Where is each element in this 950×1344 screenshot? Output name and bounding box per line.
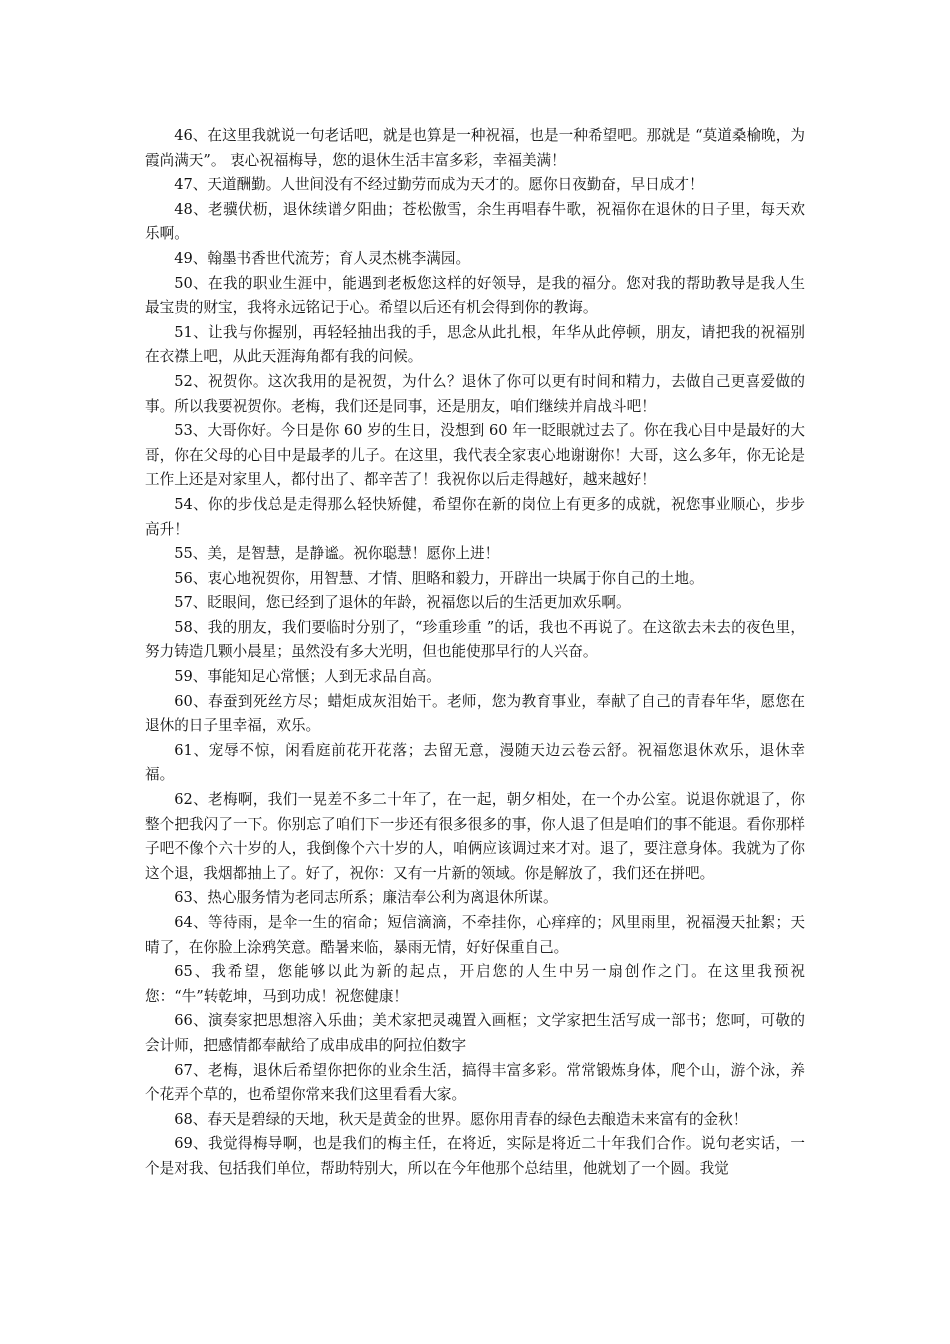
paragraph-62: 62、老梅啊，我们一晃差不多二十年了，在一起，朝夕相处，在一个办公室。说退你就退了，你整个把我闪了一下。你别忘了咱们下一步还有很多很多的事，你人退了但是咱们的事不能退。看你那样子吧不像个六十岁的人，我倒像个六十岁的人，咱俩应该调过来才对。退了，要注意身体。我就为了你这个退，我烟都抽上了。好了，祝你：又有一片新的领域。你是解放了，我们还在拼吧。 [145,791,805,882]
paragraph-50: 50、在我的职业生涯中，能遇到老板您这样的好领导，是我的福分。您对我的帮助教导是我人生最宝贵的财宝，我将永远铭记于心。希望以后还有机会得到你的教诲。 [145,274,805,317]
paragraph-58: 58、我的朋友，我们要临时分别了，“珍重珍重 ”的话，我也不再说了。在这欲去未去的夜色里，努力铸造几颗小晨星；虽然没有多大光明，但也能使那早行的人兴奋。 [145,618,805,661]
paragraph-56: 56、衷心地祝贺你，用智慧、才情、胆略和毅力，开辟出一块属于你自己的土地。 [174,569,704,587]
paragraph-68: 68、春天是碧绿的天地，秋天是黄金的世界。愿你用青春的绿色去酿造未来富有的金秋！ [174,1110,748,1128]
paragraph-53: 53、大哥你好。今日是你 60 岁的生日，没想到 60 年一眨眼就过去了。你在我心目中是最好的大哥，你在父母的心目中是最孝的儿子。在这里，我代表全家衷心地谢谢你！大哥，这么多年，你无论是工作上还是对家里人，都付出了、都辛苦了！我祝你以后走得越好，越来越好！ [145,422,805,489]
document-body [145,124,805,1182]
paragraph-49: 49、翰墨书香世代流芳；育人灵杰桃李满园。 [174,249,471,267]
paragraph-65: 65、我希望，您能够以此为新的起点，开启您的人生中另一扇创作之门。在这里我预祝您：“牛”转乾坤，马到功成！祝您健康！ [145,963,805,1005]
paragraph-66: 66、演奏家把思想溶入乐曲；美术家把灵魂置入画框；文学家把生活写成一部书；您呵，可敬的会计师，把感情都奉献给了成串成串的阿拉伯数字 [145,1012,805,1054]
paragraph-69: 69、我觉得梅导啊，也是我们的梅主任，在将近，实际是将近二十年我们合作。说句老实话，一个是对我、包括我们单位，帮助特别大，所以在今年他那个总结里，他就划了一个圆。我觉 [145,1135,805,1177]
paragraph-59: 59、事能知足心常惬；人到无求品自高。 [174,668,441,686]
paragraph-57: 57、眨眼间，您已经到了退休的年龄，祝福您以后的生活更加欢乐啊。 [174,594,631,612]
paragraph-47: 47、天道酬勤。人世间没有不经过勤劳而成为天才的。愿你日夜勤奋，早日成才！ [174,176,704,194]
paragraph-63: 63、热心服务情为老同志所系；廉洁奉公利为离退休所谋。 [174,889,558,907]
paragraph-48: 48、老骥伏枥，退休续谱夕阳曲；苍松傲雪，余生再唱春牛歌，祝福你在退休的日子里，每天欢乐啊。 [145,200,805,243]
paragraph-55: 55、美，是智慧，是静谧。祝你聪慧！愿你上进！ [174,545,500,563]
paragraph-52: 52、祝贺你。这次我用的是祝贺，为什么？退休了你可以更有时间和精力，去做自己更喜爱做的事。所以我要祝贺你。老梅，我们还是同事，还是朋友，咱们继续并肩战斗吧！ [145,372,805,415]
paragraph-61: 61、宠辱不惊，闲看庭前花开花落；去留无意，漫随天边云卷云舒。祝福您退休欢乐，退休幸福。 [145,741,805,784]
paragraph-54: 54、你的步伐总是走得那么轻快矫健，希望你在新的岗位上有更多的成就，祝您事业顺心，步步高升！ [145,495,805,538]
paragraph-51: 51、让我与你握别，再轻轻抽出我的手，思念从此扎根，年华从此停顿，朋友，请把我的祝福别在衣襟上吧，从此天涯海角都有我的问候。 [145,323,805,366]
paragraph-64: 64、等待雨，是伞一生的宿命；短信滴滴，不牵挂你，心痒痒的；风里雨里，祝福漫天扯絮；天晴了，在你脸上涂鸦笑意。酷暑来临，暴雨无情，好好保重自己。 [145,914,805,956]
paragraph-67: 67、老梅，退休后希望你把你的业余生活，搞得丰富多彩。常常锻炼身体，爬个山，游个泳，养个花弄个草的，也希望你常来我们这里看看大家。 [145,1061,805,1104]
paragraph-60: 60、春蚕到死丝方尽；蜡炬成灰泪始干。老师，您为教育事业，奉献了自己的青春年华，愿您在退休的日子里幸福，欢乐。 [145,692,805,735]
paragraph-46: 46、在这里我就说一句老话吧，就是也算是一种祝福，也是一种希望吧。那就是 “莫道桑榆晚，为霞尚满天”。 衷心祝福梅导，您的退休生活丰富多彩，幸福美满！ [145,127,805,169]
